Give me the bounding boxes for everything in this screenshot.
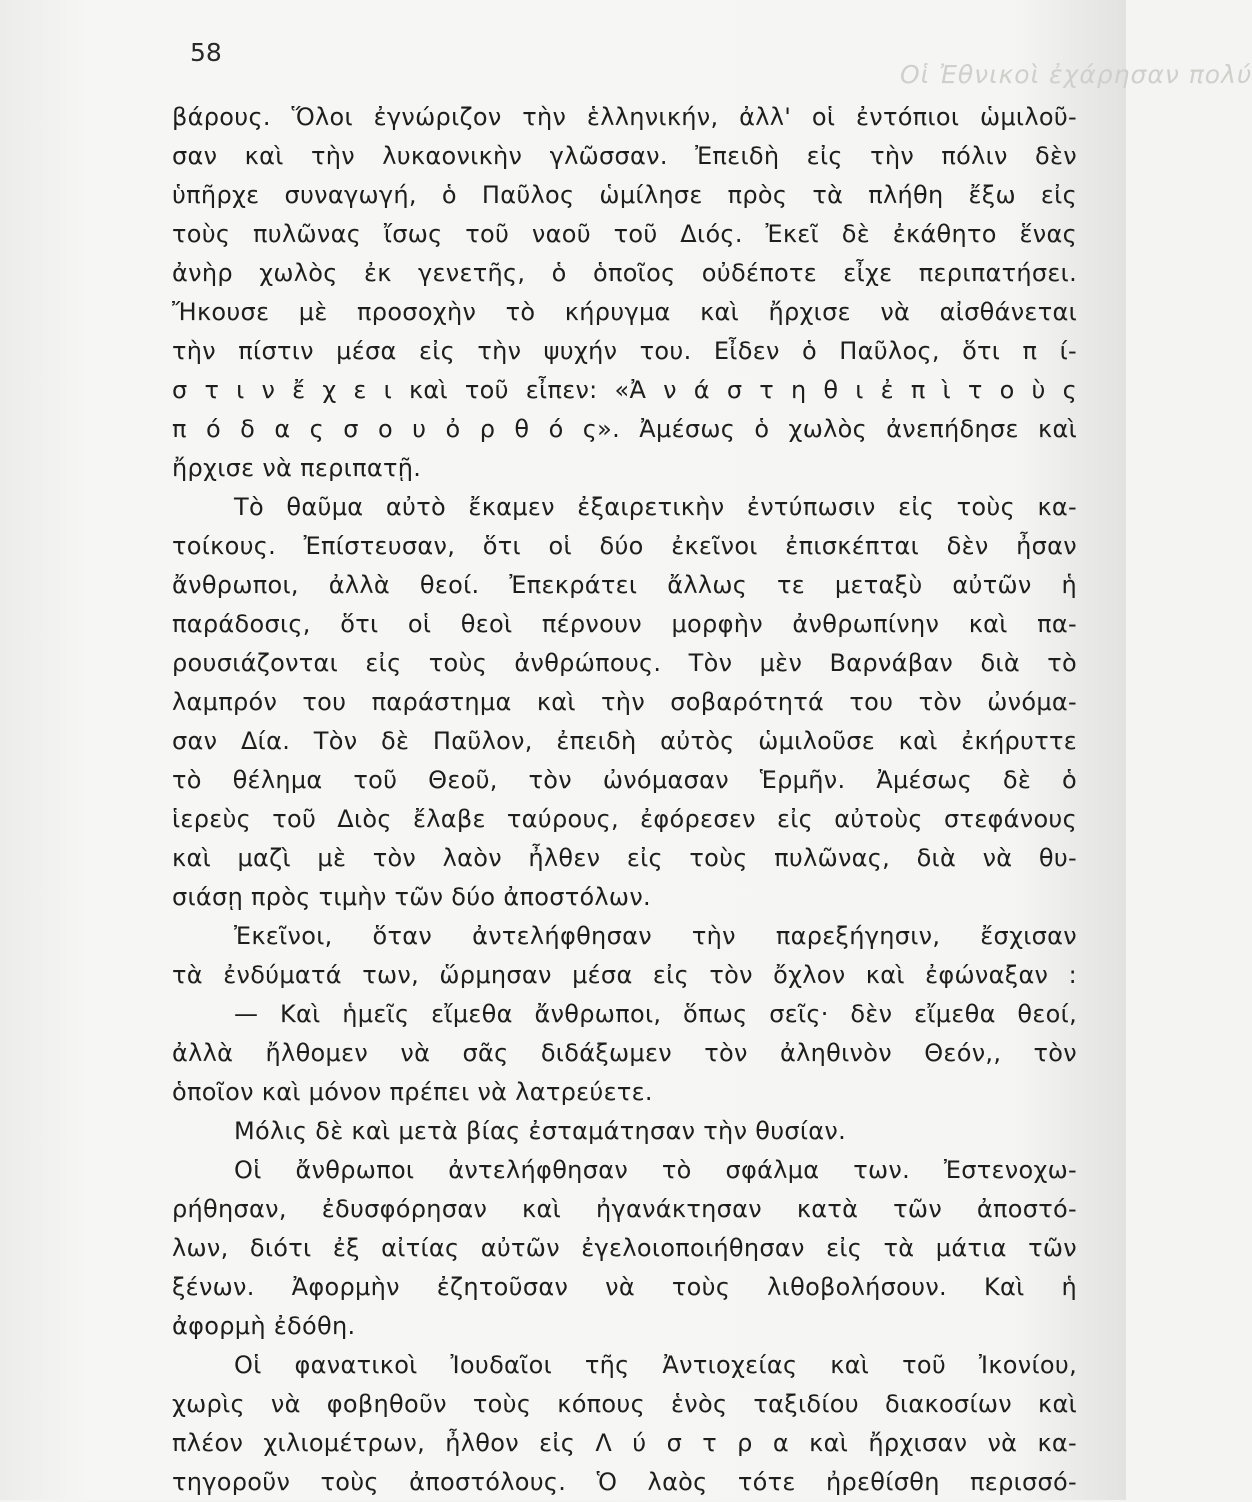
body-text — [172, 98, 1077, 1502]
text-line: ἀλλὰ ἤλθομεν νὰ σᾶς διδάξωμεν τὸν ἀληθινὸν Θεόν,, τὸν — [172, 1039, 1077, 1067]
text-line: τηγοροῦν τοὺς ἀποστόλους. Ὁ λαὸς τότε ἠρεθίσθη περισσό- — [172, 1468, 1077, 1496]
text-line: Οἱ ἄνθρωποι ἀντελήφθησαν τὸ σφάλμα των. Ἐστενοχω- — [234, 1156, 1077, 1184]
text-line: τοὺς πυλῶνας ἴσως τοῦ ναοῦ τοῦ Διός. Ἐκεῖ δὲ ἐκάθητο ἕνας — [172, 220, 1077, 248]
text-line: ἀνὴρ χωλὸς ἐκ γενετῆς, ὁ ὁποῖος οὐδέποτε εἶχε περιπατήσει. — [172, 259, 1077, 287]
text-line: τὰ ἐνδύματά των, ὥρμησαν μέσα εἰς τὸν ὄχλον καὶ ἐφώναξαν : — [172, 961, 1077, 989]
text-line: λαμπρόν του παράστημα καὶ τὴν σοβαρότητά του τὸν ὠνόμα- — [172, 688, 1077, 716]
text-line: Ἐκεῖνοι, ὅταν ἀντελήφθησαν τὴν παρεξήγησιν, ἔσχισαν — [234, 922, 1077, 950]
text-line: ξένων. Ἀφορμὴν ἐζητοῦσαν νὰ τοὺς λιθοβολήσουν. Καὶ ἡ — [172, 1273, 1077, 1301]
text-line: τοίκους. Ἐπίστευσαν, ὅτι οἱ δύο ἐκεῖνοι ἐπισκέπται δὲν ἦσαν — [172, 532, 1077, 560]
text-line: — Καὶ ἡμεῖς εἴμεθα ἄνθρωποι, ὅπως σεῖς· δὲν εἴμεθα θεοί, — [234, 1000, 1077, 1028]
text-line: ἤρχισε νὰ περιπατῇ. — [172, 454, 422, 482]
text-line: ρήθησαν, ἐδυσφόρησαν καὶ ἠγανάκτησαν κατὰ τῶν ἀποστό- — [172, 1195, 1077, 1223]
text-line: Οἱ φανατικοὶ Ἰουδαῖοι τῆς Ἀντιοχείας καὶ τοῦ Ἰκονίου, — [234, 1351, 1077, 1379]
text-line: ρουσιάζονται εἰς τοὺς ἀνθρώπους. Τὸν μὲν Βαρνάβαν διὰ τὸ — [172, 649, 1077, 677]
text-line: πλέον χιλιομέτρων, ἦλθον εἰς Λ ύ σ τ ρ α καὶ ἤρχισαν νὰ κα- — [172, 1429, 1077, 1457]
text-line: σαν Δία. Τὸν δὲ Παῦλον, ἐπειδὴ αὐτὸς ὡμιλοῦσε καὶ ἐκήρυττε — [172, 727, 1077, 755]
text-line: καὶ μαζὶ μὲ τὸν λαὸν ἦλθεν εἰς τοὺς πυλῶνας, διὰ νὰ θυ- — [172, 844, 1077, 872]
text-line: σ τ ι ν ἔ χ ε ι καὶ τοῦ εἶπεν: «Ἀ ν ά σ τ η θ ι ἐ π ὶ τ ο ὺ ς — [172, 376, 1077, 404]
bleed-through-text: Οἱ Ἐθνικοὶ ἐχάρησαν πολύ — [900, 60, 1252, 89]
text-line: λων, διότι ἐξ αἰτίας αὐτῶν ἐγελοιοποιήθησαν εἰς τὰ μάτια τῶν — [172, 1234, 1077, 1262]
text-line: ἱερεὺς τοῦ Διὸς ἔλαβε ταύρους, ἐφόρεσεν εἰς αὐτοὺς στεφάνους — [172, 805, 1077, 833]
text-line: ἄνθρωποι, ἀλλὰ θεοί. Ἐπεκράτει ἄλλως τε μεταξὺ αὐτῶν ἡ — [172, 571, 1077, 599]
text-line: σιάσῃ πρὸς τιμὴν τῶν δύο ἀποστόλων. — [172, 883, 651, 911]
page-number: 58 — [190, 38, 222, 67]
text-line: σαν καὶ τὴν λυκαονικὴν γλῶσσαν. Ἐπειδὴ εἰς τὴν πόλιν δὲν — [172, 142, 1077, 170]
text-line: χωρὶς νὰ φοβηθοῦν τοὺς κόπους ἑνὸς ταξιδίου διακοσίων καὶ — [172, 1390, 1077, 1418]
text-line: Τὸ θαῦμα αὐτὸ ἔκαμεν ἐξαιρετικὴν ἐντύπωσιν εἰς τοὺς κα- — [234, 493, 1077, 521]
text-line: ὁποῖον καὶ μόνον πρέπει νὰ λατρεύετε. — [172, 1078, 653, 1106]
text-line: ὑπῆρχε συναγωγή, ὁ Παῦλος ὡμίλησε πρὸς τὰ πλήθη ἔξω εἰς — [172, 181, 1077, 209]
text-line: Ἤκουσε μὲ προσοχὴν τὸ κήρυγμα καὶ ἤρχισε νὰ αἰσθάνεται — [172, 298, 1077, 326]
text-line: βάρους. Ὅλοι ἐγνώριζον τὴν ἑλληνικήν, ἀλλ' οἱ ἐντόπιοι ὡμιλοῦ- — [172, 103, 1077, 131]
text-line: τὸ θέλημα τοῦ Θεοῦ, τὸν ὠνόμασαν Ἑρμῆν. Ἀμέσως δὲ ὁ — [172, 766, 1077, 794]
text-line: Μόλις δὲ καὶ μετὰ βίας ἐσταμάτησαν τὴν θυσίαν. — [234, 1117, 847, 1145]
text-line: τὴν πίστιν μέσα εἰς τὴν ψυχήν του. Εἶδεν ὁ Παῦλος, ὅτι π ί- — [172, 337, 1077, 365]
text-line: παράδοσις, ὅτι οἱ θεοὶ πέρνουν μορφὴν ἀνθρωπίνην καὶ πα- — [172, 610, 1077, 638]
text-line: π ό δ α ς σ ο υ ὀ ρ θ ό ς». Ἀμέσως ὁ χωλὸς ἀνεπήδησε καὶ — [172, 415, 1077, 443]
text-line: ἀφορμὴ ἐδόθη. — [172, 1312, 356, 1340]
